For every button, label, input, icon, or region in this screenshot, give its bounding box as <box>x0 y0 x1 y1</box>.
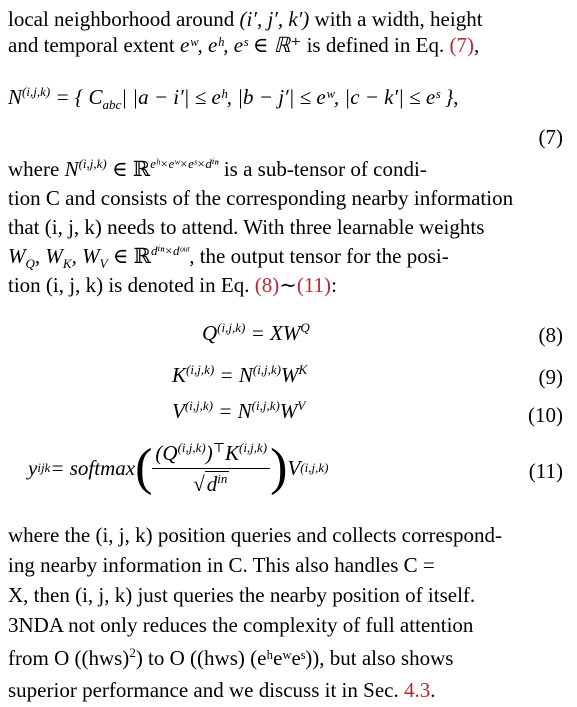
para3-line2: ing nearby information in C. This also handles C = <box>8 553 435 577</box>
para3-line6: superior performance and we discuss it in Sec. 4.3. <box>8 678 436 702</box>
fraction-numerator: $(Q^{(i,j,k)})^⊤K^{(i,j,k)}$ <box>152 440 270 469</box>
eq-ref-7[interactable]: (7) <box>449 33 474 57</box>
equation-9: $K^{(i,j,k)} = N^{(i,j,k)}W^K$ <box>172 362 308 387</box>
eq-ref-11[interactable]: (11) <box>296 273 332 297</box>
equation-10: $V^{(i,j,k)} = N^{(i,j,k)}W^V$ <box>172 398 306 423</box>
para2-line2: tion C and consists of the corresponding nearby information <box>8 186 514 210</box>
eq-ref-8[interactable]: (8) <box>254 273 280 297</box>
para3-line5: from O ((hws)$^2$) to O ((hws) (eʰeʷeˢ)), but also shows <box>8 645 454 670</box>
equation-9-number: (9) <box>538 365 563 389</box>
right-paren: ) <box>270 439 288 496</box>
equation-7-number: (7) <box>538 125 563 149</box>
para2-line4: $W_Q$, $W_K$, $W_V$ ∈ ℝ$^{d^{in}\times dᵒᵘᵗ}$, the output tensor for the posi- <box>8 243 449 272</box>
fraction-denominator: $√d^{in}$ <box>193 470 228 496</box>
para2-line1: where N$^{(i,j,k)}$ ∈ ℝ$^{eʰ\times eʷ\times eˢ\times d^{in}}$ is a sub-tensor of condi- <box>8 156 427 181</box>
para3-line3: X, then (i, j, k) just queries the nearby position of itself. <box>8 583 476 607</box>
para2-line5: tion (i, j, k) is denoted in Eq. (8)∼(11): <box>8 273 337 297</box>
left-paren: ( <box>135 439 153 496</box>
equation-11: y ijk = softmax ( $\frac{(Q^{(i,j,k)})^⊤K^{(i,j,k)}}{√d^{in}}$ ) V (i,j,k) <box>28 439 329 496</box>
equation-8-number: (8) <box>538 323 563 347</box>
para1-line1: local neighborhood around (i′, j′, k′) with a width, height <box>8 7 483 31</box>
para3-line1: where the (i, j, k) position queries and collects correspond- <box>8 523 502 547</box>
softmax-fraction <box>152 440 270 497</box>
para2-line3: that (i, j, k) needs to attend. With three learnable weights <box>8 215 485 239</box>
equation-8: $Q^{(i,j,k)} = XW^Q$ <box>202 320 310 345</box>
para1-line2: and temporal extent eʷ, eʰ, eˢ ∈ ℝ⁺ is defined in Eq. (7), <box>8 33 480 57</box>
section-ref-4-3[interactable]: 4.3 <box>403 678 431 702</box>
equation-7: N$^{(i,j,k)}$ = { $C_{abc}|$ |a − i′| ≤ eʰ, |b − j′| ≤ eʷ, |c − k′| ≤ eˢ }, <box>8 84 459 113</box>
equation-11-number: (11) <box>528 459 563 483</box>
para3-line4: 3NDA not only reduces the complexity of full attention <box>8 613 474 637</box>
equation-10-number: (10) <box>528 403 563 427</box>
